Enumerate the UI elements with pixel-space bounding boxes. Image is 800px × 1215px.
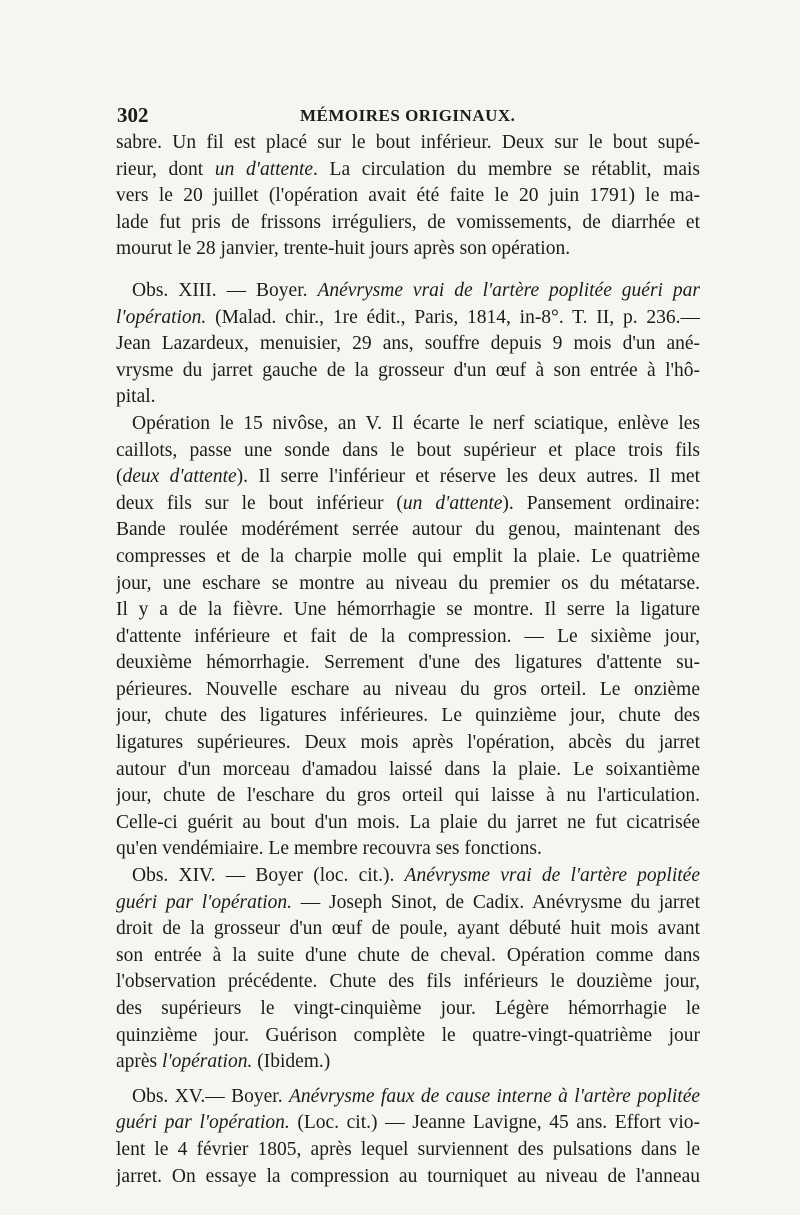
text-line: d'attente inférieure et fait de la compression. — Le sixième jour, [116,625,700,647]
text-line: droit de la grosseur d'un œuf de poule, ayant débuté huit mois avant [116,918,700,940]
text-line: jour, une eschare se montre au niveau du premier os du métatarse. [116,572,700,594]
text-line: compresses et de la charpie molle qui emplit la plaie. Le quatrième [116,545,700,567]
text-line: quinzième jour. Guérison complète le quatre-vingt-quatrième jour [116,1024,700,1046]
page-header [117,103,697,129]
text-line: pital. [116,386,156,408]
text-line: l'opération. (Malad. chir., 1re édit., Paris, 1814, in-8°. T. II, p. 236.— [116,306,700,328]
text-line: deuxième hémorrhagie. Serrement d'une des ligatures d'attente su- [116,652,700,674]
text-line: Obs. XIV. — Boyer (loc. cit.). Anévrysme vrai de l'artère poplitée [132,865,700,887]
text-line: périeures. Nouvelle eschare au niveau du gros orteil. Le onzième [116,678,700,700]
text-line: Obs. XIII. — Boyer. Anévrysme vrai de l'artère poplitée guéri par [132,279,700,301]
text-line: autour d'un morceau d'amadou laissé dans la plaie. Le soixantième [116,758,700,780]
text-line: lent le 4 février 1805, après lequel surviennent des pulsations dans le [116,1138,700,1160]
text-line: deux fils sur le bout inférieur (un d'attente). Pansement ordinaire: [116,492,700,514]
text-line: ligatures supérieures. Deux mois après l'opération, abcès du jarret [116,732,700,754]
text-line: Obs. XV.— Boyer. Anévrysme faux de cause interne à l'artère poplitée [132,1085,700,1107]
text-line: (deux d'attente). Il serre l'inférieur et réserve les deux autres. Il met [116,466,700,488]
text-line: caillots, passe une sonde dans le bout supérieur et place trois fils [116,439,700,461]
text-line: après l'opération. (Ibidem.) [116,1051,331,1073]
running-title: MÉMOIRES ORIGINAUX. [300,106,516,125]
text-line: lade fut pris de frissons irréguliers, de vomissements, de diarrhée et [116,211,700,233]
text-line: vers le 20 juillet (l'opération avait été faite le 20 juin 1791) le ma- [116,185,700,207]
text-line: qu'en vendémiaire. Le membre recouvra ses fonctions. [116,838,542,860]
text-line: jour, chute des ligatures inférieures. Le quinzième jour, chute des [116,705,700,727]
text-line: Jean Lazardeux, menuisier, 29 ans, souffre depuis 9 mois d'un ané- [116,333,700,355]
text-line: jour, chute de l'eschare du gros orteil qui laisse à nu l'articulation. [116,785,700,807]
page-number: 302 [117,103,149,127]
text-line: des supérieurs le vingt-cinquième jour. Légère hémorrhagie le [116,998,700,1019]
text-line: guéri par l'opération. (Loc. cit.) — Jeanne Lavigne, 45 ans. Effort vio- [116,1112,700,1134]
text-line: mourut le 28 janvier, trente-huit jours après son opération. [116,238,571,260]
text-line: vrysme du jarret gauche de la grosseur d'un œuf à son entrée à l'hô- [116,359,700,381]
text-line: Opération le 15 nivôse, an V. Il écarte le nerf sciatique, enlève les [132,412,700,434]
text-line: Bande roulée modérément serrée autour du genou, maintenant des [116,519,700,541]
body-text [116,130,700,1190]
text-line: guéri par l'opération. — Joseph Sinot, de Cadix. Anévrysme du jarret [116,891,700,913]
text-line: Il y a de la fièvre. Une hémorrhagie se montre. Il serre la ligature [116,599,700,621]
text-line: l'observation précédente. Chute des fils inférieurs le douzième jour, [116,971,700,993]
text-line: son entrée à la suite d'une chute de cheval. Opération comme dans [116,944,700,966]
text-line: sabre. Un fil est placé sur le bout inférieur. Deux sur le bout supé- [116,132,700,153]
text-line: rieur, dont un d'attente. La circulation du membre se rétablit, mais [116,158,700,180]
text-line: jarret. On essaye la compression au tourniquet au niveau de l'anneau [116,1165,700,1187]
text-line: Celle-ci guérit au bout d'un mois. La plaie du jarret ne fut cicatrisée [116,811,700,833]
